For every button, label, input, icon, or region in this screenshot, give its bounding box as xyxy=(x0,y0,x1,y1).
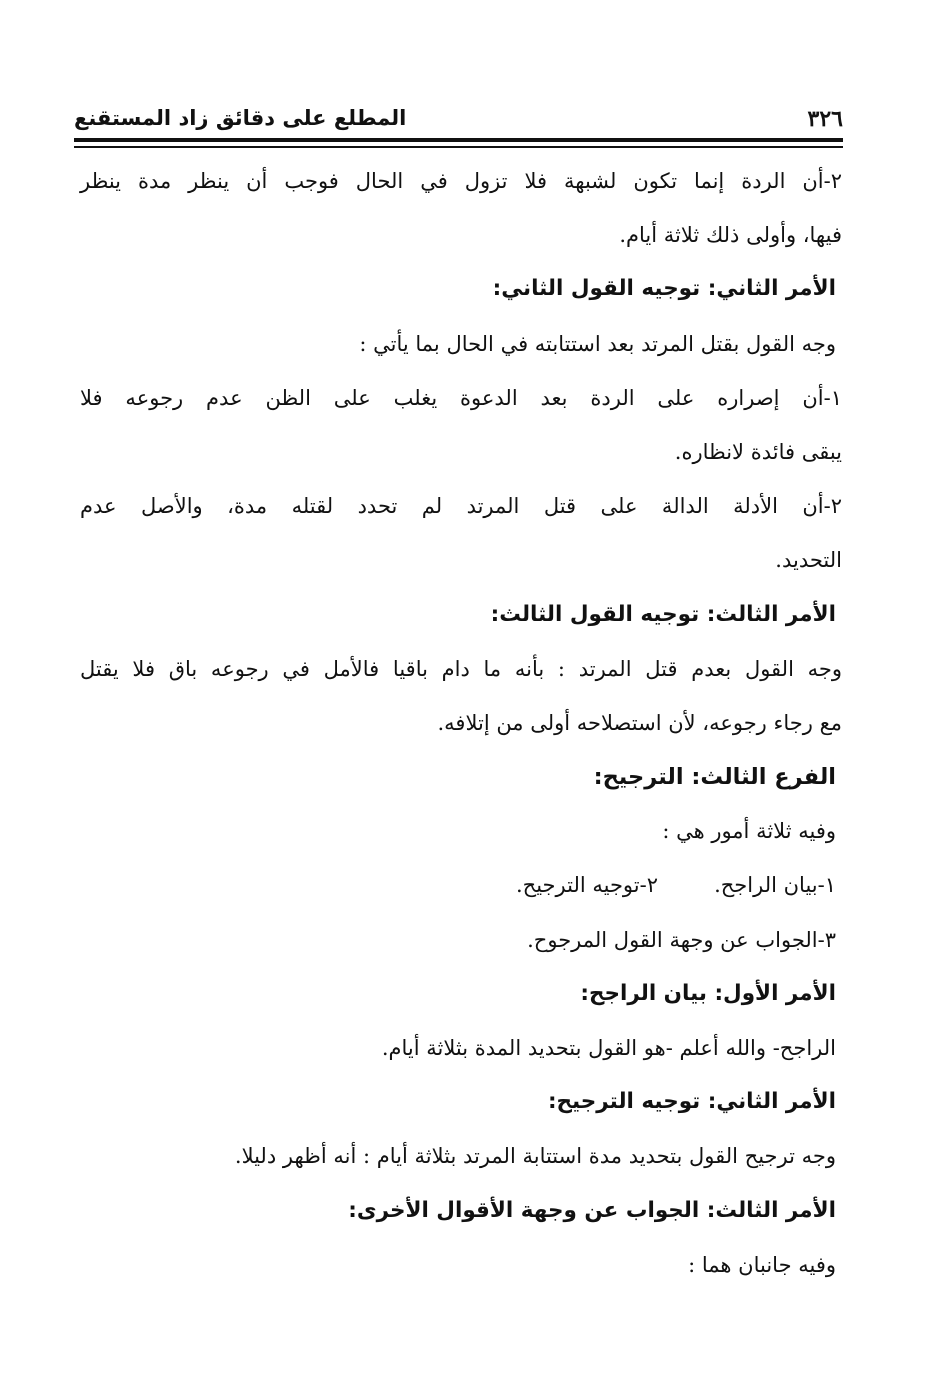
list-item: ٢-توجيه الترجيح. xyxy=(515,873,658,898)
paragraph-line: فيها، وأولى ذلك ثلاثة أيام. xyxy=(619,223,842,248)
list-row xyxy=(80,869,842,901)
page-number: ٣٢٦ xyxy=(807,106,843,132)
paragraph-line: ٢-أن الأدلة الدالة على قتل المرتد لم تحدد لقتله مدة، والأصل عدم xyxy=(80,494,842,519)
section-heading: الأمر الثاني: توجيه القول الثاني: xyxy=(492,276,836,302)
paragraph-line: التحديد. xyxy=(775,548,842,573)
section-heading: الأمر الثاني: توجيه الترجيح: xyxy=(547,1089,836,1115)
paragraph-line: ١-أن إصراره على الردة بعد الدعوة يغلب على الظن عدم رجوعه فلا xyxy=(80,385,842,410)
list-item: ١-بيان الراجح. xyxy=(714,873,836,898)
paragraph-line: يبقى فائدة لانظاره. xyxy=(674,439,842,464)
paragraph-line: وفيه جانبان هما : xyxy=(688,1252,836,1277)
paragraph-line: ٢-أن الردة إنما تكون لشبهة فلا تزول في الحال فوجب أن ينظر مدة ينظر xyxy=(80,169,842,193)
section-heading: الأمر الثالث: توجيه القول الثالث: xyxy=(490,601,836,627)
paragraph-line: الراجح- والله أعلم -هو القول بتحديد المدة بثلاثة أيام. xyxy=(381,1036,836,1060)
paragraph-line: وجه القول بعدم قتل المرتد : بأنه ما دام باقيا فالأمل في رجوعه باق فلا يقتل xyxy=(80,656,842,681)
paragraph-line: وجه القول بقتل المرتد بعد استتابته في الحال بما يأتي : xyxy=(359,331,836,356)
subsection-heading: الفرع الثالث: الترجيح: xyxy=(593,764,836,791)
header-rule-thin xyxy=(74,146,843,148)
paragraph-line: وفيه ثلاثة أمور هي : xyxy=(662,819,836,844)
list-item: ٣-الجواب عن وجهة القول المرجوح. xyxy=(527,927,836,952)
section-heading: الأمر الثالث: الجواب عن وجهة الأقوال الأخرى: xyxy=(348,1197,836,1223)
book-title: المطلع على دقائق زاد المستقنع xyxy=(74,106,407,130)
paragraph-line: وجه ترجيح القول بتحديد مدة استتابة المرتد بثلاثة أيام : أنه أظهر دليلا. xyxy=(234,1144,836,1169)
body-text xyxy=(80,165,842,1303)
section-heading: الأمر الأول: بيان الراجح: xyxy=(580,980,836,1006)
paragraph-line: مع رجاء رجوعه، لأن استصلاحه أولى من إتلافه. xyxy=(437,710,842,735)
header-rule-thick xyxy=(74,138,843,142)
running-header xyxy=(74,96,843,136)
